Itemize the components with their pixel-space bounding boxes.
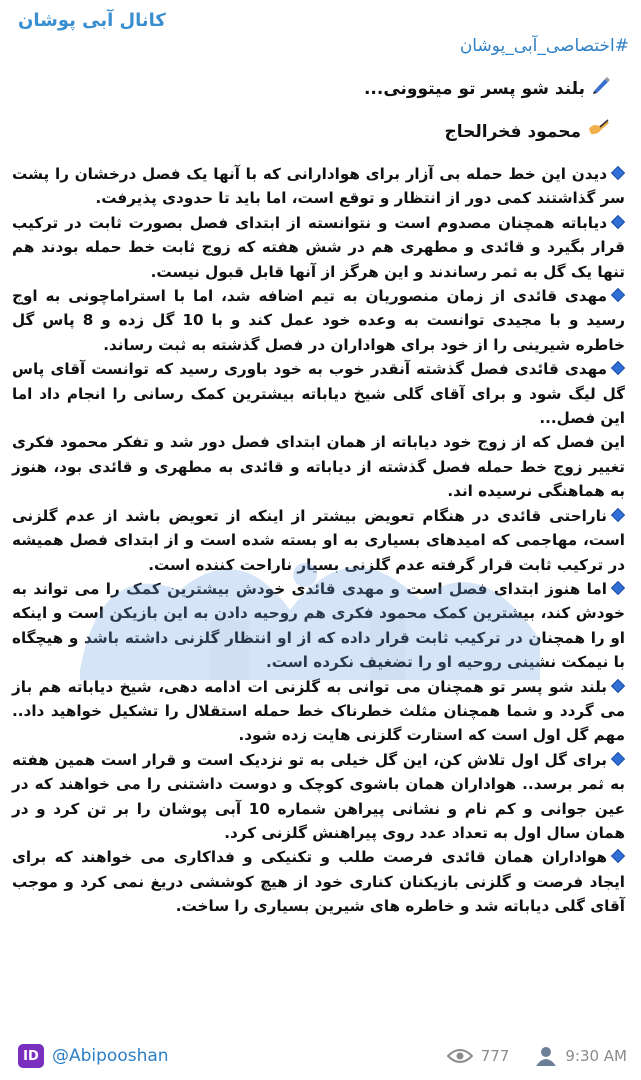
user-icon [535, 1046, 557, 1066]
post-title [12, 76, 611, 99]
post-author-text: محمود فخرالحاج [444, 122, 581, 142]
blue-diamond-icon [611, 166, 625, 180]
post-footer [0, 1040, 641, 1080]
blue-diamond-icon [611, 752, 625, 766]
post-paragraph [12, 211, 625, 284]
post-time: 9:30 AM [565, 1047, 627, 1065]
view-count: 777 [480, 1047, 510, 1065]
pen-icon [591, 76, 611, 98]
paragraph-text: ناراحتی قائدی در هنگام تعویض بیشتر از اینکه از تعویض باشد از عدم گلزنی است، مهاجمی که امیدهای بسیاری به او بسته شده است و از ابتدای فصل همیشه در ترکیب ثابت قرار گرفته عدم گلزنی بسیار ناراحت کننده است. [12, 506, 625, 574]
hashtag-link[interactable]: #اختصاصی_آبی_پوشان [459, 36, 629, 56]
blue-diamond-icon [611, 288, 625, 302]
paragraph-text: اما هنوز ابتدای فصل است و مهدی قائدی خودش بیشترین کمک را می تواند به خودش کند، بیشترین کمک محمود فکری هم روحیه دادن به این بازیکن است و اینکه او را همچنان در ترکیب ثابت قرار داده که از او انتظار گلزنی داشته باشد و هیچگاه با نیمکت نشینی روحیه او را تضغیف نکرده است. [12, 579, 625, 672]
post-paragraph [12, 675, 625, 748]
post-title-text: بلند شو پسر تو میتوونی... [363, 79, 585, 99]
post-paragraph [12, 284, 625, 357]
channel-handle[interactable] [18, 1044, 169, 1068]
blue-diamond-icon [611, 849, 625, 863]
blue-diamond-icon [611, 581, 625, 595]
paragraph-text: برای گل اول تلاش کن، این گل خیلی به تو نزدیک است و قرار است همین هفته به ثمر برسد.. هواداران همان باشوی کوچک و دوست داشتنی را می خواهند که در عین جوانی و کم نام و نشانی پیراهن شماره 10 آبی پوشان را بر تن کرد و در همان سال اول به تعداد عدد روی پیراهنش گلزنی کرد. [12, 750, 625, 842]
post-paragraph [12, 577, 625, 675]
post-paragraph [12, 357, 625, 430]
paragraph-text: مهدی قائدی فصل گذشته آنقدر خوب به خود باوری رسید که توانست آقای پاس گل لیگ شود و برای آقای گلی شیخ دیاباته بیشترین کمک رسانی را انجام داد اما این فصل... [12, 360, 625, 428]
paragraph-text: بلند شو پسر تو همچنان می توانی به گلزنی ات ادامه دهی، شیخ دیاباته هم باز می گردد و شما همچنان مثلث خطرناک خط حمله استقلال را تشکیل خواهید داد.. مهم گل اول است که استارت گلزنی هایت زده شود. [12, 677, 625, 745]
blue-diamond-icon [611, 678, 625, 692]
post-paragraph [12, 845, 625, 918]
paragraph-text: این فصل که از زوج خود دیاباته از همان ابتدای فصل دور شد و تفکر محمود فکری تغییر زوج خط حمله فصل گذشته از دیاباته و قائدی به مطهری و قائدی بود، هنوز به هماهنگی نرسیده اند. [12, 433, 625, 501]
blue-diamond-icon [611, 215, 625, 229]
paragraph-list [12, 162, 629, 919]
post-author [12, 119, 611, 142]
blue-diamond-icon [611, 361, 625, 375]
post-body [12, 36, 629, 919]
channel-title[interactable]: کانال آبی پوشان [18, 10, 166, 31]
post-paragraph [12, 504, 625, 577]
writing-hand-icon [587, 119, 611, 141]
paragraph-text: دیاباته همچنان مصدوم است و نتوانسته از ابتدای فصل بصورت ثابت در ترکیب قرار بگیرد و قائدی و مطهری هم در شش هفته که زوج ثابت خط حمله بودند هم تنها یک گل به ثمر رساندند و این هرگز از آنها قابل قبول نیست. [12, 213, 625, 281]
post-paragraph [12, 430, 625, 503]
paragraph-text: مهدی قائدی از زمان منصوریان به تیم اضافه شد، اما با استراماچونی به اوج رسید و با مجیدی توانست به وعده خود عمل کند و با 10 گل زده و 8 پاس گل خاطره شیرینی را از خود برای هواداران در فصل گذشته به ثبت رساند. [12, 287, 626, 354]
paragraph-text: دیدن این خط حمله بی آزار برای هوادارانی که با آنها یک فصل درخشان را پشت سر گذاشتند کمی دور از انتظار و توقع است، اما باید تا حدودی پذیرفت. [12, 165, 625, 208]
post-paragraph [12, 748, 625, 846]
post-paragraph [12, 162, 625, 211]
post-meta [447, 1046, 627, 1066]
id-badge-icon: ID [18, 1044, 44, 1068]
paragraph-text: هواداران همان قائدی فرصت طلب و تکنیکی و فداکاری می خواهند که برای ایجاد فرصت و گلزنی بازیکنان کناری خود از هیچ کوششی دریغ نمی کرد و موجب آقای گلی دیاباته شد و خاطره های شیرین بسیاری را ساخت. [12, 848, 625, 916]
eye-icon [447, 1048, 473, 1064]
blue-diamond-icon [611, 508, 625, 522]
handle-link[interactable]: @Abipooshan [52, 1046, 169, 1066]
